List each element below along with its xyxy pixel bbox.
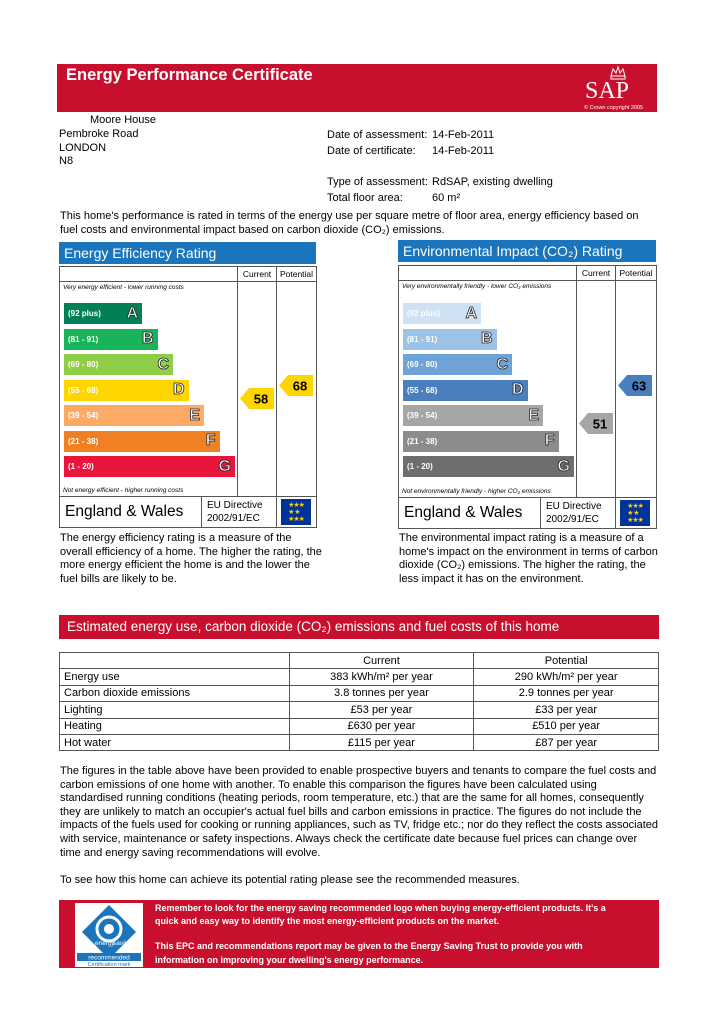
ei-current-rating	[579, 413, 613, 439]
ee-footer	[59, 497, 317, 528]
svg-text:SAP: SAP	[585, 78, 630, 104]
ee-band-e	[64, 405, 204, 426]
environmental-impact-title: Environmental Impact (CO₂) Rating	[398, 240, 656, 262]
col-potential-header: Potential	[474, 653, 659, 669]
eu-flag-icon: ★★★ ★ ★ ★★★	[620, 500, 650, 526]
date-certificate-value: 14-Feb-2011	[432, 145, 495, 157]
certificate-header	[57, 64, 657, 112]
ee-band-f	[64, 431, 220, 452]
ei-band-letter: A	[465, 304, 477, 322]
cell-current: £630 per year	[289, 718, 474, 734]
ee-band-range: (69 - 80)	[68, 360, 99, 369]
cell-current: 3.8 tonnes per year	[289, 685, 474, 701]
cell-label: Hot water	[60, 734, 290, 750]
ei-description: The environmental impact rating is a measure of a home's impact on the environment in terms of carbon dioxide (CO₂) emissions. The higher the rating, the less impact it has on the environment.	[399, 532, 658, 585]
cell-current: 383 kWh/m² per year	[289, 669, 474, 685]
estimates-table	[59, 652, 659, 751]
col-current-header: Current	[289, 653, 474, 669]
ei-eu-directive: EU Directive 2002/91/EC	[546, 501, 602, 525]
banner-line-3: This EPC and recommendations report may be given to the Energy Saving Trust to provide you with	[155, 941, 583, 951]
cell-potential: £87 per year	[474, 734, 659, 750]
ee-band-range: (55 - 68)	[68, 385, 99, 395]
cell-potential: £510 per year	[474, 718, 659, 734]
ee-top-note: Very energy efficient - lower running costs	[63, 284, 184, 291]
cell-current: £115 per year	[289, 734, 474, 750]
date-assessment-value: 14-Feb-2011	[432, 129, 495, 141]
ei-band-a	[403, 303, 481, 324]
ei-band-b	[403, 329, 497, 350]
see-measures-text: To see how this home can achieve its potential rating please see the recommended measures.	[60, 874, 520, 886]
table-row	[60, 685, 659, 701]
intro-text: This home's performance is rated in terms of the energy use per square metre of floor area, energy efficiency based on fuel costs and environmental impact based on carbon dioxide (CO₂) emissions.	[60, 210, 639, 236]
ee-band-range: (1 - 20)	[68, 462, 94, 471]
ei-band-e	[403, 405, 543, 426]
ei-top-note: Very environmentally friendly - lower CO₂ emissions	[402, 283, 552, 290]
ee-band-a	[64, 303, 142, 324]
svg-text:Certification mark: Certification mark	[87, 962, 131, 967]
ee-band-d	[64, 380, 189, 401]
ee-band-letter: F	[205, 432, 216, 449]
ei-band-range: (1 - 20)	[407, 462, 433, 471]
ee-band-g	[64, 456, 235, 477]
ee-band-letter: D	[172, 381, 185, 398]
cell-label: Lighting	[60, 702, 290, 718]
page-title: Energy Performance Certificate	[66, 66, 313, 84]
ei-band-range: (81 - 91)	[407, 334, 438, 344]
svg-text:51: 51	[592, 416, 608, 432]
cell-potential: 2.9 tonnes per year	[474, 685, 659, 701]
ei-band-d	[403, 380, 528, 401]
ei-band-range: (55 - 68)	[407, 385, 438, 395]
ee-potential-rating	[279, 375, 313, 401]
table-row	[60, 734, 659, 750]
energy-saving-banner	[59, 900, 659, 968]
address-line-1: Moore House	[90, 114, 157, 126]
ei-band-letter: C	[496, 355, 508, 373]
svg-text:saving: saving	[113, 940, 132, 947]
energy-saving-recommended-logo	[75, 903, 143, 967]
ei-country: England & Wales	[404, 504, 523, 521]
svg-text:recommended: recommended	[88, 954, 130, 962]
energy-efficiency-title: Energy Efficiency Rating	[59, 242, 316, 264]
ei-band-letter: F	[544, 432, 555, 449]
ee-band-letter: B	[141, 330, 154, 347]
ee-col-potential: Potential	[279, 269, 314, 279]
cell-label: Energy use	[60, 669, 290, 685]
eu-flag-icon: ★★★ ★ ★ ★★★	[281, 499, 311, 525]
cell-potential: £33 per year	[474, 702, 659, 718]
ei-band-f	[403, 431, 559, 452]
ei-band-letter: G	[557, 457, 570, 475]
address-line-2: Pembroke Road	[59, 128, 139, 140]
ei-bottom-note: Not environmentally friendly - higher CO₂ emissions	[402, 488, 551, 495]
address-line-4: N8	[59, 155, 74, 167]
cell-current: £53 per year	[289, 702, 474, 718]
ei-band-letter: D	[511, 381, 524, 398]
ee-country: England & Wales	[65, 503, 184, 520]
sap-logo	[580, 64, 656, 112]
date-certificate-label: Date of certificate:	[327, 145, 416, 157]
ei-footer	[398, 498, 657, 529]
svg-text:63: 63	[631, 378, 647, 393]
ei-band-c	[403, 354, 512, 375]
ee-band-range: (39 - 54)	[68, 411, 99, 420]
ei-potential-rating	[618, 375, 652, 401]
ei-band-letter: B	[480, 330, 493, 347]
svg-text:© Crown copyright 2005: © Crown copyright 2005	[584, 105, 644, 111]
ee-eu-directive: EU Directive 2002/91/EC	[207, 500, 263, 524]
ei-col-current: Current	[581, 268, 611, 278]
svg-text:energy: energy	[95, 940, 115, 947]
energy-efficiency-chart	[59, 266, 317, 497]
environmental-impact-chart	[398, 265, 657, 498]
banner-line-4: information on improving your dwelling's energy performance.	[155, 955, 424, 965]
table-header-row	[60, 653, 659, 669]
ee-band-letter: G	[218, 457, 231, 475]
floor-area-value: 60 m²	[432, 192, 461, 204]
ee-band-range: (21 - 38)	[68, 436, 99, 446]
ei-band-letter: E	[528, 406, 539, 424]
assessment-type-value: RdSAP, existing dwelling	[432, 176, 553, 188]
svg-text:58: 58	[253, 391, 269, 406]
ei-col-potential: Potential	[619, 268, 653, 278]
ee-band-letter: A	[126, 304, 138, 322]
ee-band-letter: C	[157, 355, 169, 373]
cell-label: Carbon dioxide emissions	[60, 685, 290, 701]
banner-line-2: quick and easy way to identify the most energy-efficient products on the market.	[155, 916, 500, 926]
ei-band-range: (92 plus)	[407, 309, 440, 318]
explanation-text: The figures in the table above have been provided to enable prospective buyers and tenants to compare the fuel costs and carbon emissions of one home with another. To enable this comparison the figures have been calculated using standardised running conditions (heating periods, room temperature, etc.) that are the same for all homes, consequently they are unlikely to match an occupier's actual fuel bills and carbon emissions in practice. The figures do not include the impacts of the fuels used for cooking or running appliances, such as TV, fridge etc.; nor do they reflect the costs associated with service, maintenance or safety inspections. Always check the certificate date because fuel prices can change over time and energy saving recommendations will evolve.	[60, 765, 659, 859]
svg-text:68: 68	[292, 378, 308, 393]
ei-band-range: (21 - 38)	[407, 436, 438, 446]
ee-bottom-note: Not energy efficient - higher running costs	[63, 487, 184, 494]
cell-label: Heating	[60, 718, 290, 734]
table-row	[60, 669, 659, 685]
table-row	[60, 702, 659, 718]
assessment-type-label: Type of assessment:	[327, 176, 428, 188]
address-line-3: LONDON	[59, 142, 107, 154]
ee-band-c	[64, 354, 173, 375]
ee-col-current: Current	[242, 269, 272, 279]
date-assessment-label: Date of assessment:	[327, 129, 428, 141]
ee-band-b	[64, 329, 158, 350]
table-row	[60, 718, 659, 734]
ee-current-rating	[240, 388, 274, 414]
cell-potential: 290 kWh/m² per year	[474, 669, 659, 685]
ee-band-range: (92 plus)	[68, 309, 101, 318]
ee-band-letter: E	[189, 406, 200, 424]
ei-band-range: (69 - 80)	[407, 360, 438, 369]
banner-line-1: Remember to look for the energy saving recommended logo when buying energy-efficient products. It's a	[155, 903, 606, 913]
ee-description: The energy efficiency rating is a measure of the overall efficiency of a home. The higher the rating, the more energy efficient the home is and the lower the fuel bills are likely to be.	[60, 532, 322, 585]
floor-area-label: Total floor area:	[327, 192, 403, 204]
ei-band-range: (39 - 54)	[407, 411, 438, 420]
estimates-title: Estimated energy use, carbon dioxide (CO₂) emissions and fuel costs of this home	[59, 615, 659, 639]
ei-band-g	[403, 456, 574, 477]
ee-band-range: (81 - 91)	[68, 334, 99, 344]
